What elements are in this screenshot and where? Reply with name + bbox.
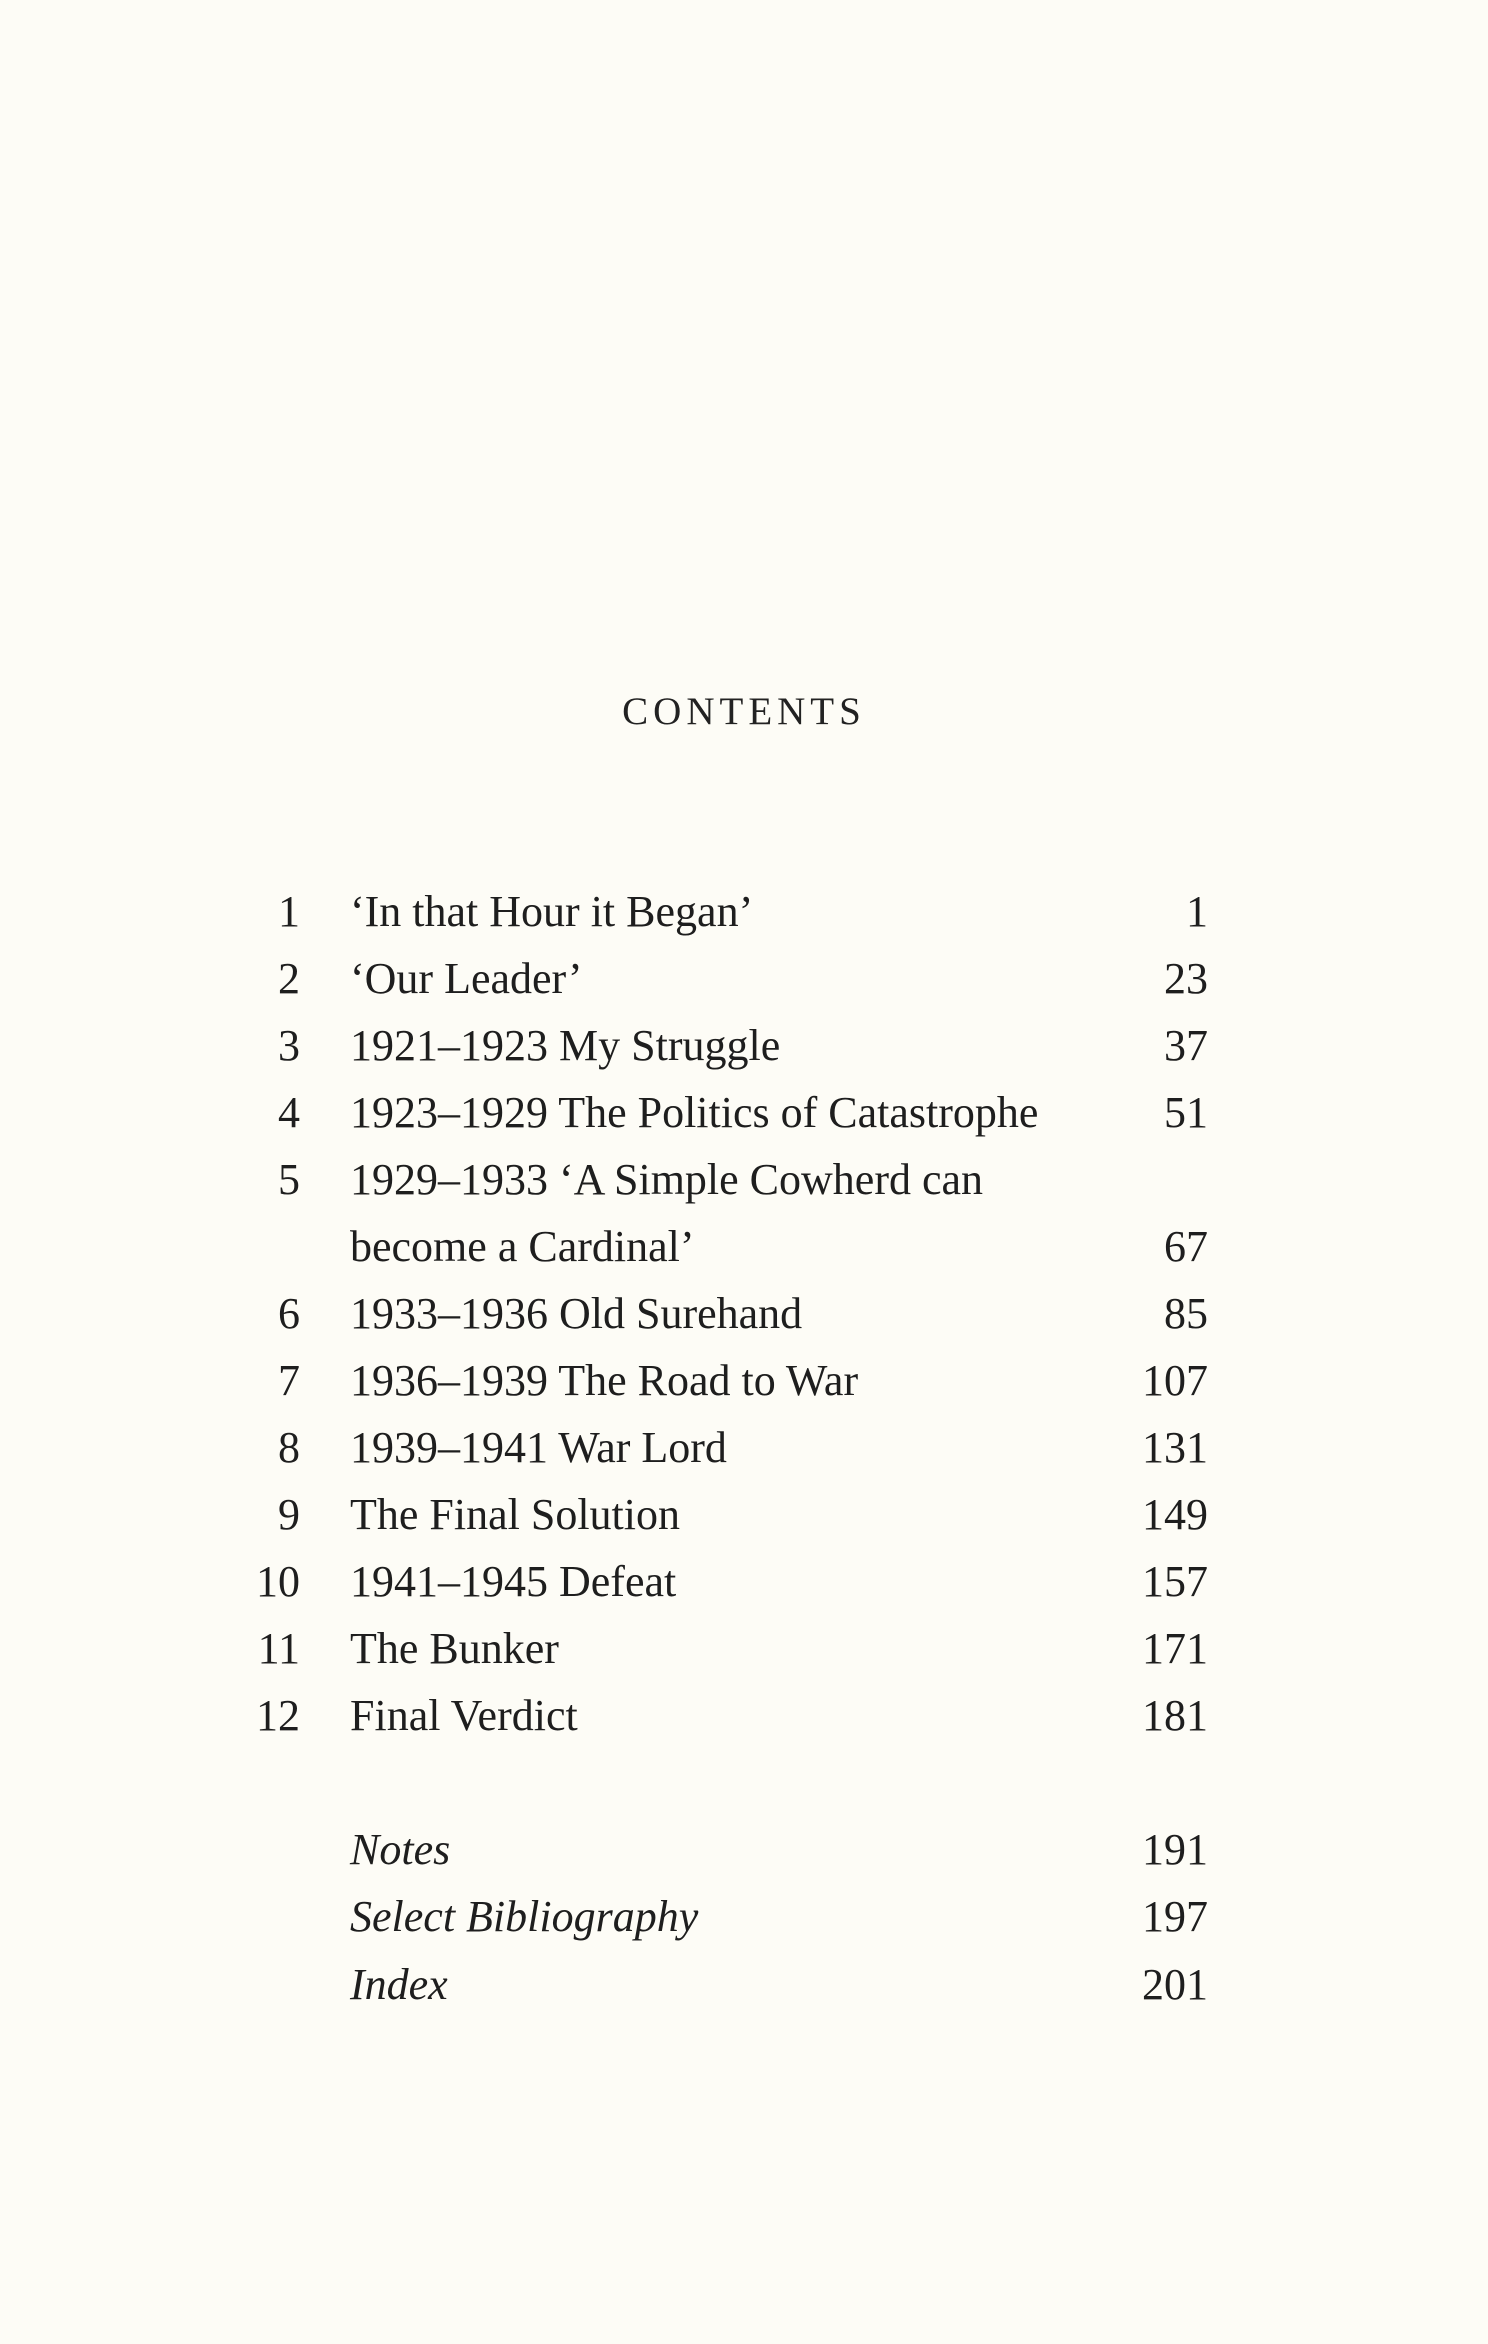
toc-entry-chapter-2 bbox=[0, 945, 1488, 1012]
chapter-title: 1936–1939 The Road to War bbox=[350, 1356, 859, 1405]
chapter-title: 1923–1929 The Politics of Catastrophe bbox=[350, 1088, 1039, 1137]
page-number: 131 bbox=[1142, 1423, 1208, 1472]
page-number: 51 bbox=[1164, 1088, 1208, 1137]
chapter-title: 1929–1933 ‘A Simple Cowherd can bbox=[350, 1155, 984, 1204]
toc-entry-chapter-7 bbox=[0, 1347, 1488, 1414]
back-matter-title: Index bbox=[350, 1960, 448, 2009]
toc-entry-chapter-12 bbox=[0, 1682, 1488, 1749]
page-number: 149 bbox=[1142, 1490, 1208, 1539]
contents-heading: CONTENTS bbox=[622, 690, 866, 733]
chapter-number: 2 bbox=[278, 954, 300, 1003]
page-number: 157 bbox=[1142, 1557, 1208, 1606]
chapter-number: 6 bbox=[278, 1289, 300, 1338]
chapter-number: 10 bbox=[256, 1557, 300, 1606]
chapter-number: 4 bbox=[278, 1088, 300, 1137]
page-number: 171 bbox=[1142, 1624, 1208, 1673]
back-matter-title: Select Bibliography bbox=[350, 1892, 699, 1941]
toc-entry-chapter-4 bbox=[0, 1079, 1488, 1146]
chapter-number: 5 bbox=[278, 1155, 300, 1204]
toc-entry-select-bibliography bbox=[0, 1883, 1488, 1950]
chapter-title: 1941–1945 Defeat bbox=[350, 1557, 677, 1606]
chapter-title: ‘In that Hour it Began’ bbox=[350, 887, 754, 936]
toc-entry-chapter-11 bbox=[0, 1615, 1488, 1682]
page-number: 1 bbox=[1186, 887, 1208, 936]
toc-entry-chapter-10 bbox=[0, 1548, 1488, 1615]
chapter-title: 1921–1923 My Struggle bbox=[350, 1021, 781, 1070]
page-number: 37 bbox=[1164, 1021, 1208, 1070]
toc-entry-notes bbox=[0, 1816, 1488, 1883]
chapter-title: The Bunker bbox=[350, 1624, 559, 1673]
page-number: 67 bbox=[1164, 1222, 1208, 1271]
chapter-title: ‘Our Leader’ bbox=[350, 954, 583, 1003]
page-number: 191 bbox=[1142, 1825, 1208, 1874]
page-number: 85 bbox=[1164, 1289, 1208, 1338]
chapter-title: The Final Solution bbox=[350, 1490, 680, 1539]
chapter-number: 12 bbox=[256, 1691, 300, 1740]
toc-entry-index bbox=[0, 1951, 1488, 2018]
page-number: 181 bbox=[1142, 1691, 1208, 1740]
page-number: 201 bbox=[1142, 1960, 1208, 2009]
back-matter-title: Notes bbox=[350, 1825, 451, 1874]
chapter-title: 1933–1936 Old Surehand bbox=[350, 1289, 803, 1338]
toc-entry-chapter-3 bbox=[0, 1012, 1488, 1079]
chapter-title-continued: become a Cardinal’ bbox=[350, 1222, 695, 1271]
chapter-title: 1939–1941 War Lord bbox=[350, 1423, 727, 1472]
chapter-number: 3 bbox=[278, 1021, 300, 1070]
toc-entry-chapter-5 bbox=[0, 1146, 1488, 1213]
toc-entry-chapter-9 bbox=[0, 1481, 1488, 1548]
toc-entry-chapter-8 bbox=[0, 1414, 1488, 1481]
toc-entry-chapter-6 bbox=[0, 1280, 1488, 1347]
chapter-number: 7 bbox=[278, 1356, 300, 1405]
chapter-number: 1 bbox=[278, 887, 300, 936]
toc-entry-chapter-1 bbox=[0, 878, 1488, 945]
chapter-title: Final Verdict bbox=[350, 1691, 578, 1740]
page-number: 197 bbox=[1142, 1892, 1208, 1941]
chapter-number: 11 bbox=[257, 1624, 300, 1673]
page-number: 107 bbox=[1142, 1356, 1208, 1405]
page-number: 23 bbox=[1164, 954, 1208, 1003]
chapter-number: 8 bbox=[278, 1423, 300, 1472]
chapter-number: 9 bbox=[278, 1490, 300, 1539]
toc-entry-chapter-5-continued bbox=[0, 1213, 1488, 1280]
